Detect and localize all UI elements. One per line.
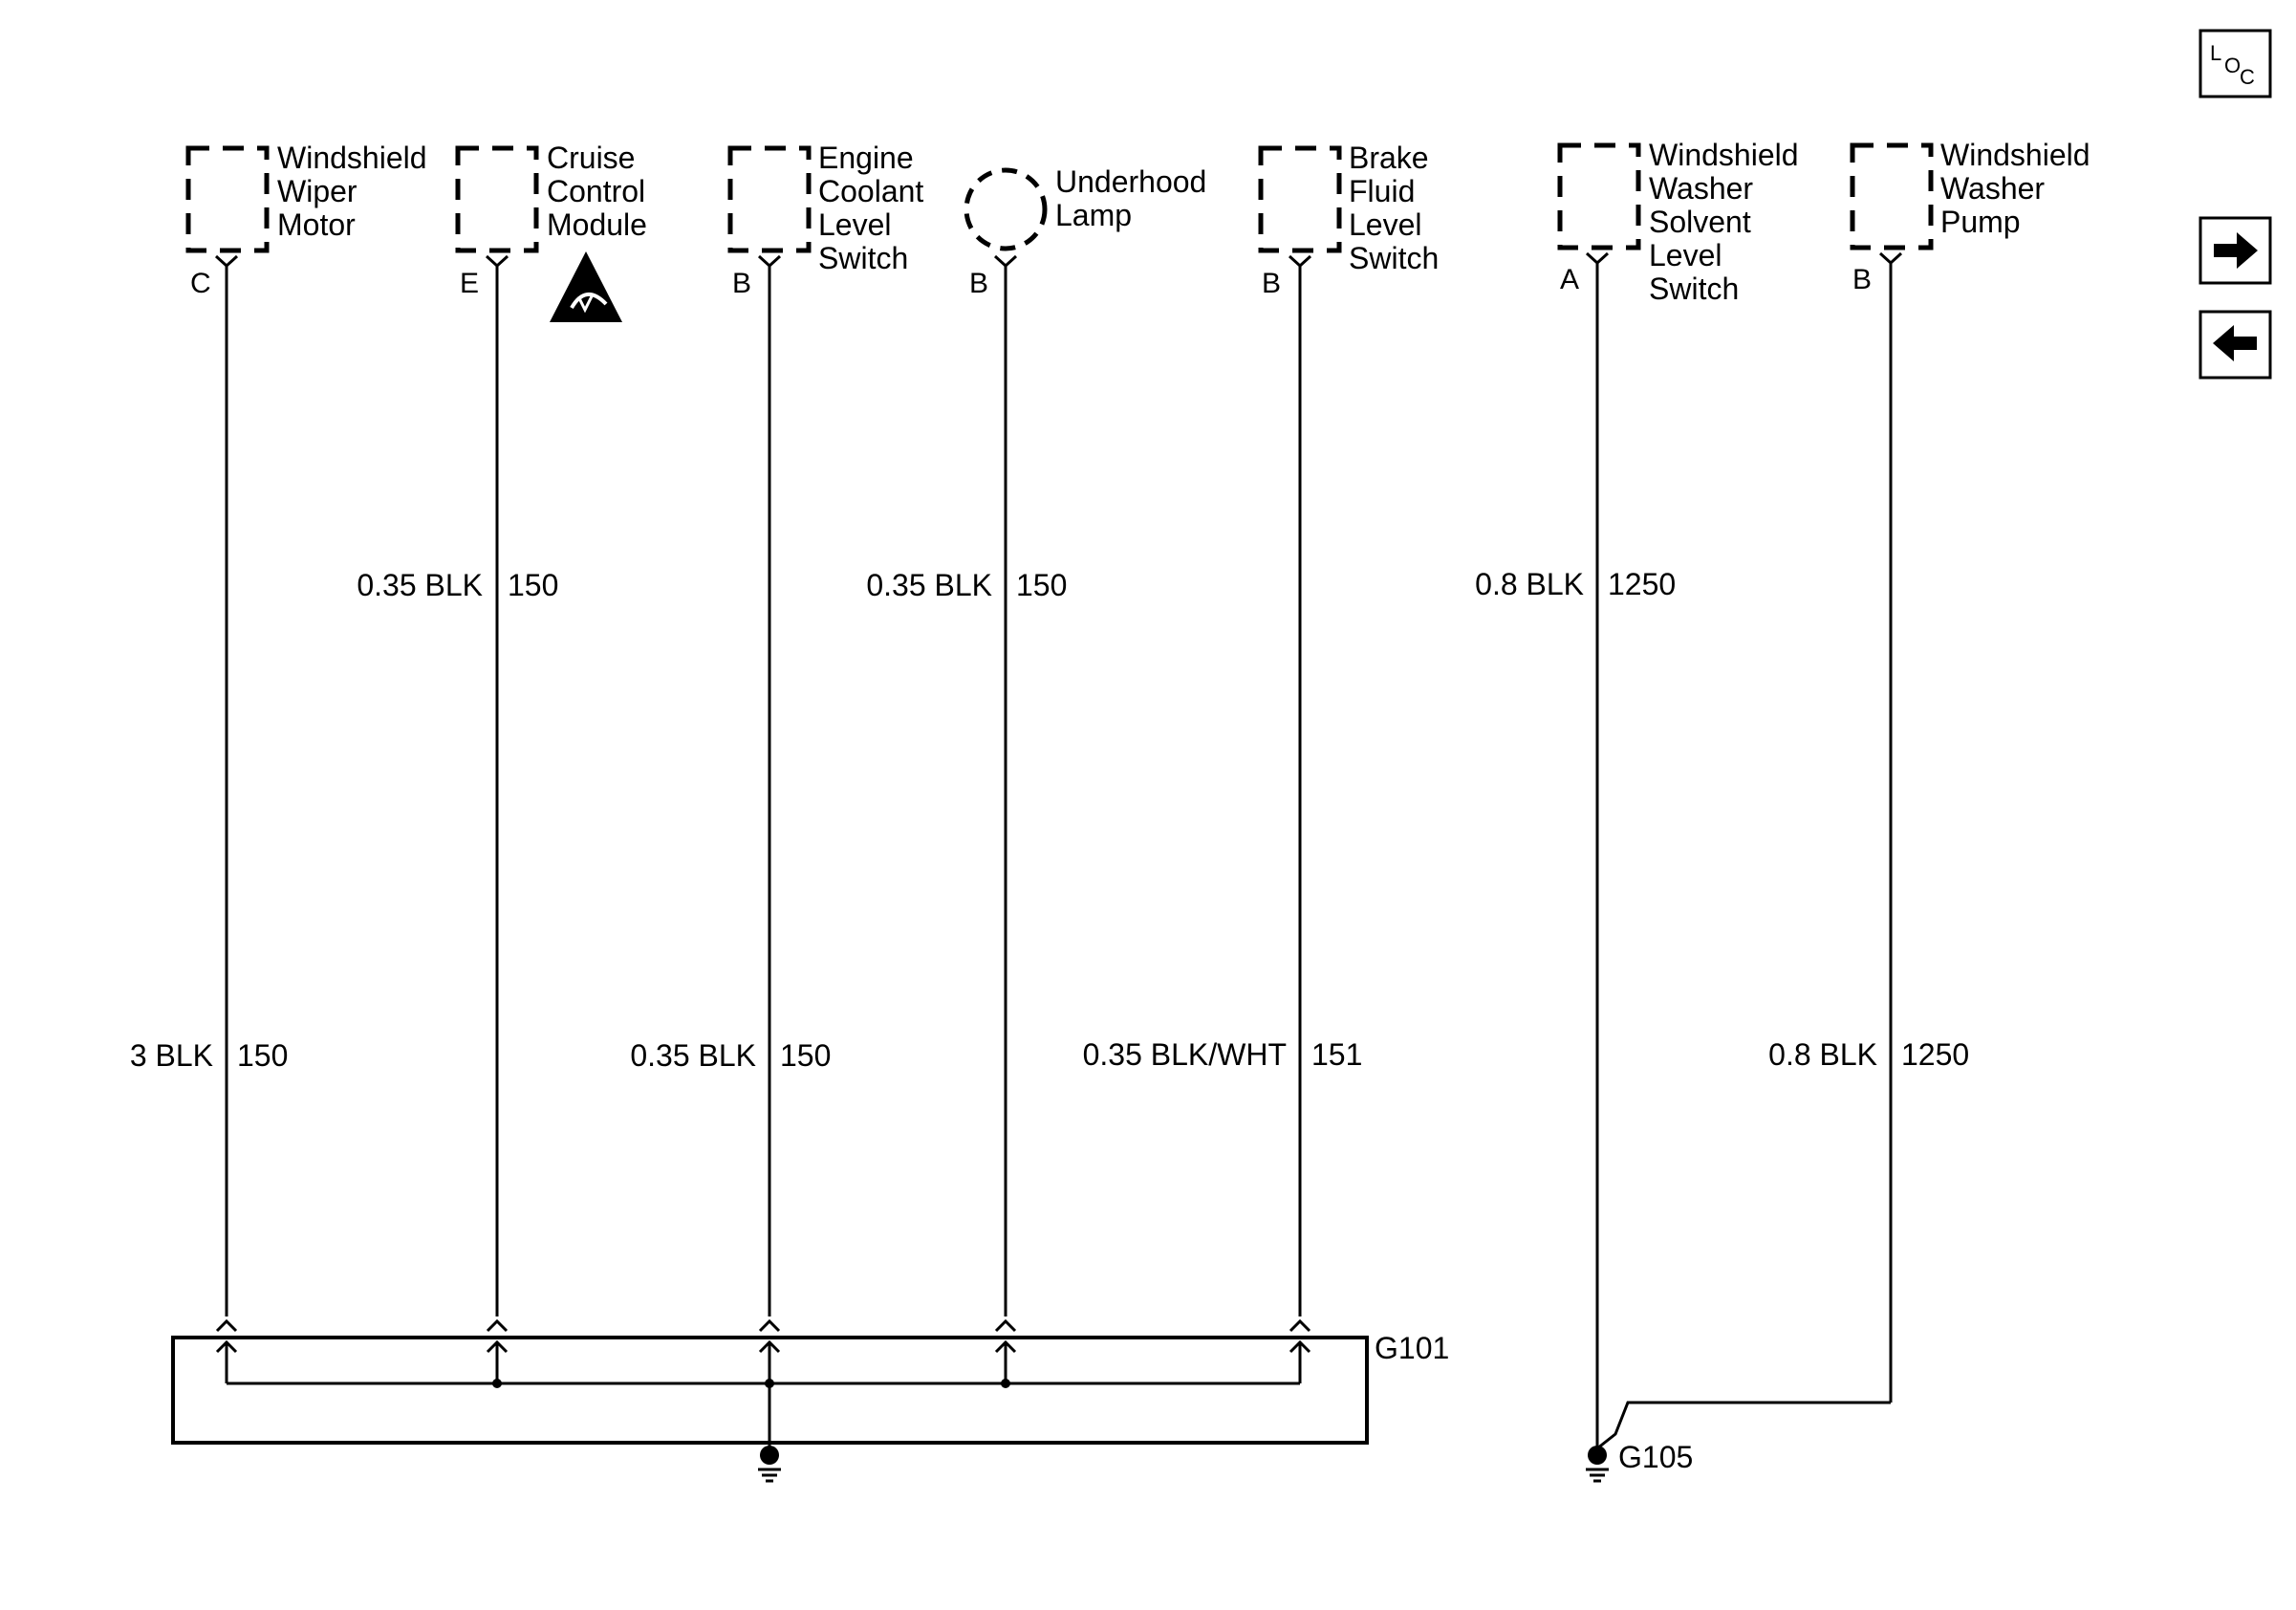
component-label: Engine xyxy=(818,141,914,175)
component-underhood-lamp xyxy=(966,164,1206,1316)
component-brake-fluid-level-switch xyxy=(1261,141,1439,1316)
component-label: Brake xyxy=(1349,141,1429,175)
component-label: Coolant xyxy=(818,174,924,208)
component-label: Level xyxy=(1649,238,1722,272)
component-cruise-control-module xyxy=(458,141,647,1316)
component-windshield-washer-pump xyxy=(1852,138,2090,1403)
component-label: Lamp xyxy=(1055,198,1133,232)
component-engine-coolant-level-switch xyxy=(730,141,923,1316)
svg-text:0.35 BLK: 0.35 BLK xyxy=(357,568,483,602)
pin-label: C xyxy=(190,268,211,299)
component-label: Wiper xyxy=(277,174,357,208)
component-label: Fluid xyxy=(1349,174,1416,208)
ground-g105 xyxy=(1586,1403,1891,1481)
wire-label-pump xyxy=(1768,1037,1969,1072)
svg-text:151: 151 xyxy=(1311,1037,1363,1072)
pin-label: E xyxy=(460,268,480,299)
esd-sensitive-icon xyxy=(550,251,622,322)
splice-g101 xyxy=(173,1321,1449,1455)
loc-button[interactable] xyxy=(2200,31,2270,97)
ground-label-g101: G101 xyxy=(1375,1331,1450,1365)
component-label: Washer xyxy=(1940,171,2046,206)
wire-label-coolant xyxy=(630,1038,831,1073)
component-label: Pump xyxy=(1940,205,2021,239)
component-washer-solvent-level-switch xyxy=(1560,138,1799,1448)
pin-label: B xyxy=(1852,264,1873,295)
next-page-button[interactable] xyxy=(2200,218,2270,283)
svg-text:150: 150 xyxy=(237,1038,289,1073)
loc-letter-o: O xyxy=(2224,54,2242,77)
component-label: Switch xyxy=(818,241,909,275)
loc-letter-l: L xyxy=(2210,41,2222,65)
pin-label: A xyxy=(1560,264,1580,295)
svg-text:1250: 1250 xyxy=(1901,1037,1970,1072)
component-label: Module xyxy=(547,207,647,242)
component-label: Windshield xyxy=(1940,138,2090,172)
wire-label-wiper xyxy=(130,1038,289,1073)
ground-label-g105: G105 xyxy=(1618,1440,1694,1474)
pin-label: B xyxy=(969,268,989,299)
svg-text:150: 150 xyxy=(1016,568,1068,602)
svg-text:150: 150 xyxy=(780,1038,832,1073)
ground-symbol-g101 xyxy=(758,1446,781,1481)
svg-text:1250: 1250 xyxy=(1608,567,1677,601)
component-label: Switch xyxy=(1649,272,1740,306)
pin-label: B xyxy=(732,268,752,299)
prev-page-button[interactable] xyxy=(2200,312,2270,378)
component-label: Solvent xyxy=(1649,205,1751,239)
component-label: Cruise xyxy=(547,141,636,175)
component-windshield-wiper-motor xyxy=(188,141,427,1316)
component-label: Windshield xyxy=(277,141,427,175)
loc-letter-c: C xyxy=(2240,65,2255,89)
wire-label-lamp-upper xyxy=(866,568,1067,602)
svg-text:150: 150 xyxy=(508,568,559,602)
component-label: Level xyxy=(818,207,892,242)
component-label: Washer xyxy=(1649,171,1754,206)
svg-text:0.35 BLK/WHT: 0.35 BLK/WHT xyxy=(1082,1037,1287,1072)
component-label: Underhood xyxy=(1055,164,1207,199)
component-label: Switch xyxy=(1349,241,1440,275)
svg-text:0.8 BLK: 0.8 BLK xyxy=(1768,1037,1877,1072)
component-label: Control xyxy=(547,174,646,208)
svg-text:0.8 BLK: 0.8 BLK xyxy=(1475,567,1584,601)
svg-text:0.35 BLK: 0.35 BLK xyxy=(866,568,992,602)
component-label: Motor xyxy=(277,207,356,242)
svg-text:3 BLK: 3 BLK xyxy=(129,1038,213,1073)
component-label: Windshield xyxy=(1649,138,1799,172)
wire-label-solvent xyxy=(1475,567,1676,601)
svg-text:0.35 BLK: 0.35 BLK xyxy=(630,1038,756,1073)
wire-label-brake xyxy=(1083,1037,1363,1072)
component-label: Level xyxy=(1349,207,1422,242)
pin-label: B xyxy=(1262,268,1282,299)
wire-label-cruise-upper xyxy=(357,568,558,602)
